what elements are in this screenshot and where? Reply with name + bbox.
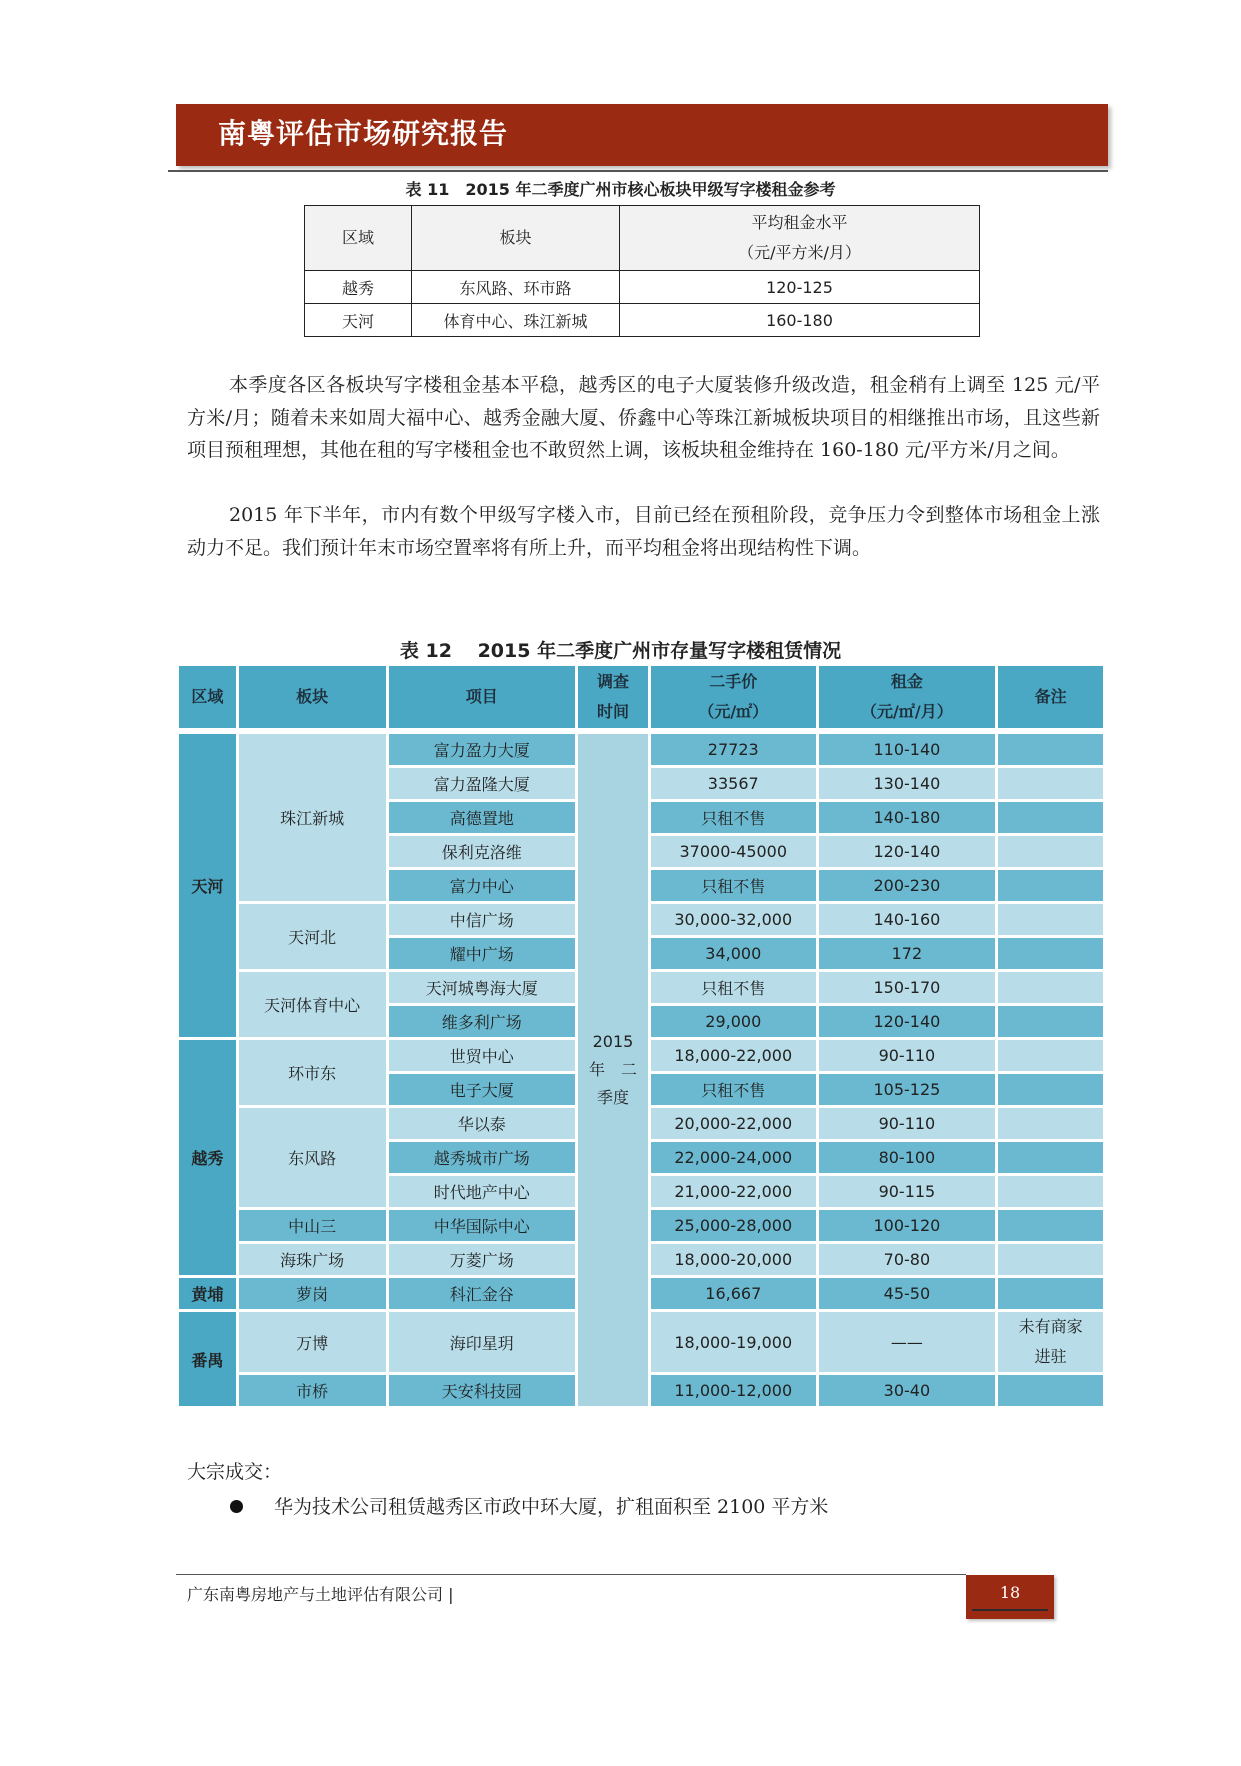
table12-rent-cell: 120-140 — [819, 836, 996, 867]
table11-header-rent-line2: （元/平方米/月） — [738, 243, 861, 262]
table12-block-cell: 珠江新城 — [239, 734, 386, 901]
table12-header-row — [179, 666, 1103, 728]
table12-caption: 表 12 2015 年二季度广州市存量写字楼租赁情况 — [399, 640, 842, 662]
table12-price-cell: 只租不售 — [651, 802, 816, 833]
table11-caption: 表 11 2015 年二季度广州市核心板块甲级写字楼租金参考 — [405, 180, 836, 199]
survey-time-line3: 季度 — [596, 1088, 629, 1107]
table12-price-cell: 只租不售 — [651, 972, 816, 1003]
table12-note-cell — [998, 1244, 1103, 1275]
table12-rent-cell: 45-50 — [819, 1278, 996, 1309]
page-number-box — [966, 1575, 1054, 1619]
table12-block-cell: 市桥 — [239, 1375, 386, 1406]
table12-project-cell: 富力盈隆大厦 — [389, 768, 576, 799]
table12-header-price — [651, 666, 816, 728]
table12-project-cell: 天安科技园 — [389, 1375, 576, 1406]
table12-block-cell: 万博 — [239, 1312, 386, 1372]
table12-note-cell — [998, 1210, 1103, 1241]
table12-price-cell: 34,000 — [651, 938, 816, 969]
table12-header-time-line1: 调查 — [596, 672, 629, 691]
footer-divider — [176, 1574, 966, 1575]
table12-price-cell: 18,000-22,000 — [651, 1040, 816, 1071]
table12-project-cell: 保利克洛维 — [389, 836, 576, 867]
table12-rent-cell: 172 — [819, 938, 996, 969]
table12-note-cell — [998, 1375, 1103, 1406]
table12-rent-cell: 140-160 — [819, 904, 996, 935]
table12-block-cell: 东风路 — [239, 1108, 386, 1207]
table12-header-note: 备注 — [998, 666, 1103, 728]
table12-note-cell — [998, 1278, 1103, 1309]
table12-block-cell: 萝岗 — [239, 1278, 386, 1309]
table12-project-cell: 中华国际中心 — [389, 1210, 576, 1241]
table11-cell-district: 越秀 — [305, 271, 412, 304]
table12-block-cell: 天河体育中心 — [239, 972, 386, 1037]
table12-note-cell — [998, 734, 1103, 765]
table12-price-cell: 20,000-22,000 — [651, 1108, 816, 1139]
table11-header-row — [305, 206, 980, 271]
table12-rent-cell: —— — [819, 1312, 996, 1372]
table12-note-line1: 未有商家 — [1018, 1317, 1083, 1336]
table12-price-cell: 37000-45000 — [651, 836, 816, 867]
table12-price-cell: 只租不售 — [651, 1074, 816, 1105]
table11-header-rent-line1: 平均租金水平 — [751, 213, 848, 232]
table12-rent-cell: 90-115 — [819, 1176, 996, 1207]
table12-note-cell — [998, 1040, 1103, 1071]
footer-company: 广东南粤房地产与土地评估有限公司 | — [187, 1585, 454, 1604]
table12-rent-cell: 150-170 — [819, 972, 996, 1003]
table12 — [176, 663, 1106, 1409]
survey-time-line2: 年 二 — [588, 1060, 637, 1079]
table12-project-cell: 万菱广场 — [389, 1244, 576, 1275]
table12-project-cell: 时代地产中心 — [389, 1176, 576, 1207]
table12-price-cell: 33567 — [651, 768, 816, 799]
body-paragraph-2: 2015 年下半年，市内有数个甲级写字楼入市，目前已经在预租阶段，竞争压力令到整体市场租金上涨动力不足。我们预计年末市场空置率将有所上升，而平均租金将出现结构性下调。 — [187, 504, 1100, 559]
table12-header-rent — [819, 666, 996, 728]
table12-project-cell: 中信广场 — [389, 904, 576, 935]
table12-project-cell: 海印星玥 — [389, 1312, 576, 1372]
table-row — [305, 304, 980, 337]
table12-project-cell: 华以泰 — [389, 1108, 576, 1139]
table12-price-cell: 21,000-22,000 — [651, 1176, 816, 1207]
page-number: 18 — [999, 1583, 1021, 1602]
table12-rent-cell: 90-110 — [819, 1040, 996, 1071]
table12-price-cell: 18,000-19,000 — [651, 1312, 816, 1372]
table12-note-cell — [998, 1312, 1103, 1372]
table12-header-block: 板块 — [239, 666, 386, 728]
table11-cell-block: 体育中心、珠江新城 — [412, 304, 620, 337]
table11-cell-block: 东风路、环市路 — [412, 271, 620, 304]
table12-district-cell: 越秀 — [179, 1040, 236, 1275]
table12-note-cell — [998, 904, 1103, 935]
table11-cell-rent: 120-125 — [620, 271, 980, 304]
table12-rent-cell: 90-110 — [819, 1108, 996, 1139]
table11-cell-rent: 160-180 — [620, 304, 980, 337]
table-row — [179, 734, 1103, 765]
table12-header-time — [578, 666, 648, 728]
table12-project-cell: 电子大厦 — [389, 1074, 576, 1105]
table12-rent-cell: 120-140 — [819, 1006, 996, 1037]
table12-rent-cell: 140-180 — [819, 802, 996, 833]
table12-price-cell: 16,667 — [651, 1278, 816, 1309]
table12-block-cell: 海珠广场 — [239, 1244, 386, 1275]
table12-rent-cell: 70-80 — [819, 1244, 996, 1275]
body-paragraph-1: 本季度各区各板块写字楼租金基本平稳，越秀区的电子大厦装修升级改造，租金稍有上调至 125 元/平方米/月；随着未来如周大福中心、越秀金融大厦、侨鑫中心等珠江新城板块项目的相继推出市场，且这些新项目预租理想，其他在租的写字楼租金也不敢贸然上调，该板块租金维持在 160-180 元/平方米/月之间。 — [187, 374, 1100, 461]
table11-header-block: 板块 — [412, 206, 620, 271]
table12-price-cell: 27723 — [651, 734, 816, 765]
table12-price-cell: 只租不售 — [651, 870, 816, 901]
table12-survey-time-cell — [578, 734, 648, 1406]
table12-header-time-line2: 时间 — [596, 702, 629, 721]
table11-header-district: 区域 — [305, 206, 412, 271]
table12-note-cell — [998, 836, 1103, 867]
table12-price-cell: 22,000-24,000 — [651, 1142, 816, 1173]
header-divider — [168, 170, 1108, 172]
table12-project-cell: 科汇金谷 — [389, 1278, 576, 1309]
table12-project-cell: 高德置地 — [389, 802, 576, 833]
report-title: 南粤评估市场研究报告 — [218, 117, 509, 150]
table12-district-cell: 天河 — [179, 734, 236, 1037]
table12-note-cell — [998, 768, 1103, 799]
table12-price-cell: 18,000-20,000 — [651, 1244, 816, 1275]
table12-note-cell — [998, 1006, 1103, 1037]
table12-project-cell: 耀中广场 — [389, 938, 576, 969]
table12-rent-cell: 130-140 — [819, 768, 996, 799]
table12-header-project: 项目 — [389, 666, 576, 728]
bullet-icon — [230, 1500, 243, 1513]
table12-project-cell: 维多利广场 — [389, 1006, 576, 1037]
table12-header-rent-line1: 租金 — [890, 672, 923, 691]
table-row — [305, 271, 980, 304]
table12-rent-cell: 110-140 — [819, 734, 996, 765]
table12-rent-cell: 200-230 — [819, 870, 996, 901]
table12-header-price-line2: （元/㎡） — [698, 702, 769, 721]
table12-project-cell: 富力盈力大厦 — [389, 734, 576, 765]
table12-note-cell — [998, 1176, 1103, 1207]
survey-time-line1: 2015 — [592, 1032, 634, 1051]
table12-project-cell: 世贸中心 — [389, 1040, 576, 1071]
table12-note-cell — [998, 938, 1103, 969]
table12-rent-cell: 30-40 — [819, 1375, 996, 1406]
table12-block-cell: 中山三 — [239, 1210, 386, 1241]
table12-price-cell: 29,000 — [651, 1006, 816, 1037]
table12-rent-cell: 80-100 — [819, 1142, 996, 1173]
deal-item: 华为技术公司租赁越秀区市政中环大厦，扩租面积至 2100 平方米 — [274, 1496, 829, 1518]
table12-header-district: 区域 — [179, 666, 236, 728]
table12-note-cell — [998, 1108, 1103, 1139]
table12-price-cell: 30,000-32,000 — [651, 904, 816, 935]
table11-header-rent — [620, 206, 980, 271]
table12-price-cell: 11,000-12,000 — [651, 1375, 816, 1406]
table12-header-price-line1: 二手价 — [709, 672, 758, 691]
table12-header-rent-line2: （元/㎡/月） — [861, 702, 953, 721]
table12-note-cell — [998, 802, 1103, 833]
table12-project-cell: 富力中心 — [389, 870, 576, 901]
table12-note-cell — [998, 1074, 1103, 1105]
table12-note-cell — [998, 870, 1103, 901]
table12-block-cell: 天河北 — [239, 904, 386, 969]
table12-block-cell: 环市东 — [239, 1040, 386, 1105]
table12-district-cell: 黄埔 — [179, 1278, 236, 1309]
table12-note-cell — [998, 972, 1103, 1003]
table12-district-cell: 番禺 — [179, 1312, 236, 1406]
table12-note-cell — [998, 1142, 1103, 1173]
table12-project-cell: 天河城粤海大厦 — [389, 972, 576, 1003]
table12-note-line2: 进驻 — [1034, 1347, 1067, 1366]
table12-project-cell: 越秀城市广场 — [389, 1142, 576, 1173]
deals-label: 大宗成交： — [187, 1461, 283, 1483]
table12-price-cell: 25,000-28,000 — [651, 1210, 816, 1241]
table12-rent-cell: 100-120 — [819, 1210, 996, 1241]
table11 — [304, 205, 980, 337]
page-number-underline — [972, 1609, 1048, 1611]
table12-rent-cell: 105-125 — [819, 1074, 996, 1105]
table11-cell-district: 天河 — [305, 304, 412, 337]
